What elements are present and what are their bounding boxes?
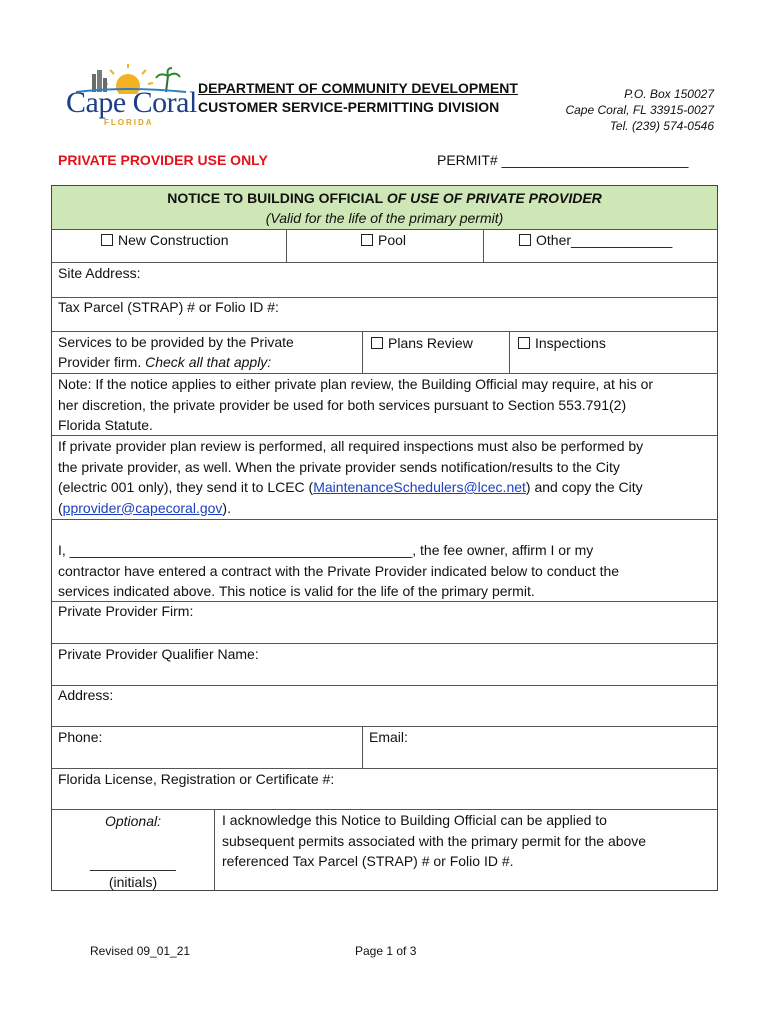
note-line: Note: If the notice applies to either private plan review, the Building Official may require, at his or [58, 376, 654, 392]
checkbox-icon[interactable] [371, 337, 383, 349]
paragraph-text: (electric 001 only), they send it to LCEC ( [58, 479, 314, 495]
paragraph-text: ( [58, 499, 63, 516]
checkbox-icon[interactable] [518, 337, 530, 349]
revision-date: Revised 09_01_21 [90, 944, 191, 958]
option-pool-label: Pool [378, 232, 407, 248]
city-zip: Cape Coral, FL 33915-0027 [565, 103, 714, 117]
checkbox-icon[interactable] [361, 234, 373, 246]
permit-number-field[interactable]: PERMIT# ________________________ [437, 152, 689, 168]
license-label: Florida License, Registration or Certificate #: [58, 771, 335, 787]
department-name: DEPARTMENT OF COMMUNITY DEVELOPMENT [198, 80, 518, 96]
division-name: CUSTOMER SERVICE-PERMITTING DIVISION [198, 99, 500, 115]
option-pool[interactable] [361, 230, 406, 250]
affirmation-line: contractor have entered a contract with the Private Provider indicated below to conduct the [58, 562, 620, 579]
form-title-main: NOTICE TO BUILDING OFFICIAL [167, 190, 387, 206]
inspection-paragraph [58, 436, 643, 518]
acknowledgment-line: subsequent permits associated with the primary permit for the above [222, 832, 647, 849]
private-provider-use-only: PRIVATE PROVIDER USE ONLY [58, 152, 268, 168]
email-label: Email: [369, 729, 408, 745]
tax-parcel-label: Tax Parcel (STRAP) # or Folio ID #: [58, 299, 279, 315]
form-title [52, 188, 717, 208]
services-label-line2 [58, 352, 271, 372]
divider [286, 229, 287, 262]
paragraph-line [58, 477, 643, 498]
acknowledgment-line: referenced Tax Parcel (STRAP) # or Folio ID #. [222, 853, 514, 869]
logo-text: Cape Coral [66, 86, 197, 119]
plans-review-label: Plans Review [388, 335, 473, 351]
form-title-italic: OF USE OF PRIVATE PROVIDER [386, 190, 602, 206]
affirmation-line[interactable]: I, ____________________________________________, the fee owner, affirm I or my [58, 542, 594, 558]
affirmation-line: services indicated above. This notice is valid for the life of the primary permit. [58, 583, 535, 599]
divider [51, 685, 718, 686]
qualifier-name-label: Private Provider Qualifier Name: [58, 646, 259, 662]
paragraph-text: ). [222, 499, 231, 516]
optional-label: Optional: [104, 813, 162, 829]
checkbox-icon[interactable] [519, 234, 531, 246]
divider [509, 331, 510, 373]
option-new-construction-label: New Construction [118, 232, 229, 248]
note-paragraph [58, 374, 653, 436]
paragraph-line: If private provider plan review is performed, all required inspections must also be performed by [58, 438, 644, 454]
paragraph-text: ) and copy the City [525, 479, 643, 495]
divider [214, 809, 215, 890]
form-subtitle: (Valid for the life of the primary permit) [265, 210, 504, 226]
divider [362, 726, 363, 768]
divider [51, 519, 718, 520]
services-label-text: Provider firm. [58, 354, 146, 370]
city-email-link[interactable]: pprovider@capecoral.gov [62, 499, 223, 516]
logo-subtext: FLORIDA [104, 118, 154, 127]
address-label: Address: [58, 687, 114, 703]
note-line: her discretion, the private provider be used for both services pursuant to Section 553.791(2) [58, 396, 627, 413]
po-box: P.O. Box 150027 [624, 87, 714, 101]
note-line: Florida Statute. [58, 417, 153, 433]
acknowledgment-line: I acknowledge this Notice to Building Official can be applied to [222, 812, 607, 828]
cape-coral-logo [66, 64, 197, 130]
option-other-label: Other_____________ [536, 232, 673, 248]
inspections-label: Inspections [535, 335, 606, 351]
paragraph-line: the private provider, as well. When the private provider sends notification/results to the City [58, 458, 620, 475]
initials-line[interactable]: ___________ [90, 855, 176, 871]
services-label-line1: Services to be provided by the Private [58, 334, 294, 350]
acknowledgment-paragraph [222, 810, 646, 872]
phone-label: Phone: [58, 729, 103, 745]
site-address-label: Site Address: [58, 265, 141, 281]
divider [483, 229, 484, 262]
page-number: Page 1 of 3 [355, 944, 417, 958]
mailing-address [565, 86, 714, 134]
paragraph-line [58, 498, 643, 519]
services-label-italic: Check all that apply: [145, 354, 272, 370]
option-inspections[interactable] [518, 333, 606, 353]
divider [362, 331, 363, 373]
divider [51, 262, 718, 263]
telephone: Tel. (239) 574-0546 [609, 119, 714, 133]
provider-firm-label: Private Provider Firm: [58, 603, 194, 619]
department-header [198, 79, 518, 117]
lcec-email-link[interactable]: MaintenanceSchedulers@lcec.net [313, 479, 526, 495]
checkbox-icon[interactable] [101, 234, 113, 246]
initials-label: (initials) [108, 874, 158, 890]
affirmation-paragraph [58, 540, 619, 602]
option-plans-review[interactable] [371, 333, 473, 353]
option-new-construction[interactable] [101, 230, 229, 250]
option-other[interactable] [519, 230, 672, 250]
